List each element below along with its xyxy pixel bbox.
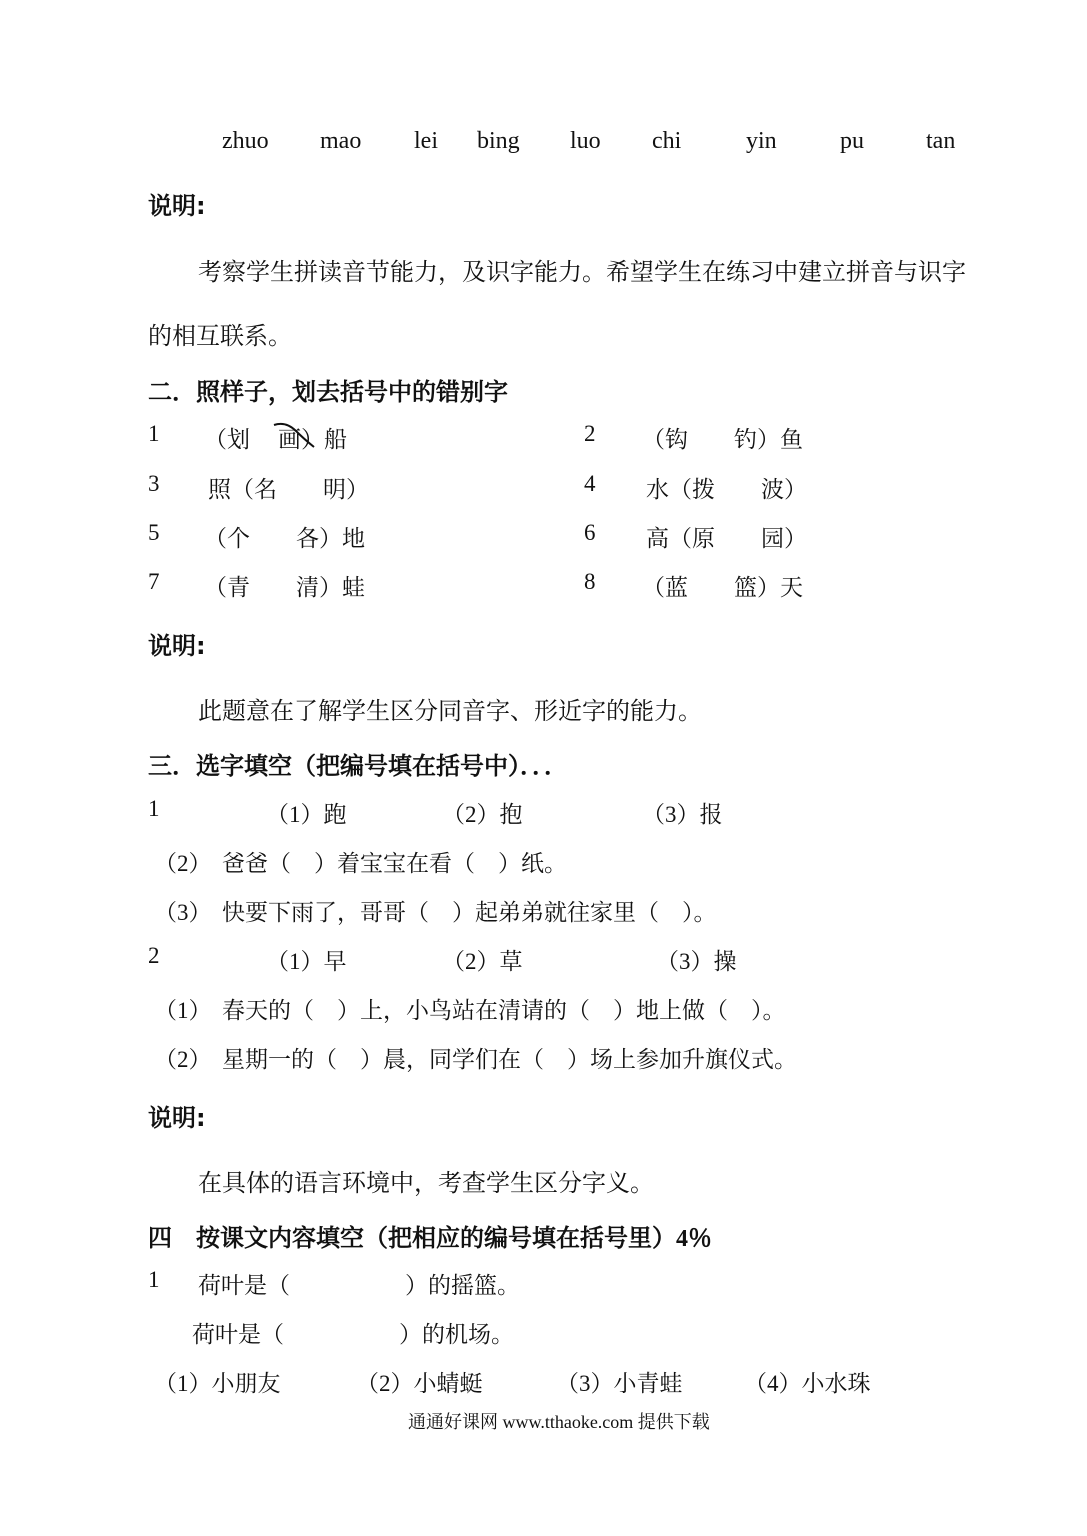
item-number: 7 (148, 569, 160, 594)
option: （3）操 (656, 949, 737, 974)
option: （4）小水珠 (744, 1371, 871, 1396)
sentence-text: 星期一的（ ）晨，同学们在（ ）场上参加升旗仪式。 (222, 1047, 797, 1072)
sentence-text: 春天的（ ）上，小鸟站在清请的（ ）地上做（ ）。 (222, 998, 786, 1023)
item-text: （青 清）蛙 (204, 575, 365, 600)
sentence-number: （1） (154, 998, 212, 1023)
item-number: 5 (148, 520, 160, 545)
note-text: 在具体的语言环境中，考查学生区分字义。 (198, 1169, 654, 1197)
fill-line: 荷叶是（ ）的摇篮。 (198, 1273, 520, 1298)
item-number: 3 (148, 471, 160, 496)
pinyin-syllable: chi (652, 128, 682, 154)
note-label: 说明: (148, 192, 206, 220)
item-number: 8 (584, 569, 596, 594)
struck-character: 画 (278, 421, 301, 454)
pinyin-syllable: zhuo (222, 128, 269, 154)
item-number: 1 (148, 421, 160, 446)
sentence-number: （3） (154, 900, 212, 925)
fill-line: 荷叶是（ ）的机场。 (192, 1322, 514, 1347)
item-number: 4 (584, 471, 596, 496)
pinyin-syllable: mao (320, 128, 362, 154)
section-heading: 三．选字填空（把编号填在括号中）．．． (148, 752, 568, 780)
pinyin-syllable: pu (840, 128, 864, 154)
item-number: 2 (148, 943, 160, 968)
item-number: 1 (148, 796, 160, 821)
page-footer: 通通好课网 www.tthaoke.com 提供下载 (408, 1412, 710, 1432)
pinyin-syllable: yin (746, 128, 777, 154)
pinyin-syllable: luo (570, 128, 601, 154)
item-number: 1 (148, 1267, 160, 1292)
item-text: （个 各）地 (204, 526, 365, 551)
note-label: 说明: (148, 1104, 206, 1132)
pinyin-syllable: tan (926, 128, 956, 154)
item-number: 2 (584, 421, 596, 446)
section-heading: 二．照样子，划去括号中的错别字 (148, 378, 508, 406)
sentence-number: （2） (154, 851, 212, 876)
sentence-number: （2） (154, 1047, 212, 1072)
item-number: 6 (584, 520, 596, 545)
pinyin-syllable: bing (477, 128, 520, 154)
option: （2）草 (442, 949, 523, 974)
item-text: 照（名 明） (208, 477, 369, 502)
sentence-text: 爸爸（ ）着宝宝在看（ ）纸。 (222, 851, 567, 876)
item-text: （钩 钓）鱼 (642, 427, 803, 452)
option: （2）抱 (442, 802, 523, 827)
example-item (204, 421, 347, 454)
example-before: （划 (204, 427, 250, 452)
option: （3）报 (642, 802, 723, 827)
option: （1）小朋友 (154, 1371, 281, 1396)
note-text: 的相互联系。 (148, 322, 292, 350)
item-text: 水（拨 波） (646, 477, 807, 502)
option: （2）小蜻蜓 (356, 1371, 483, 1396)
option: （3）小青蛙 (556, 1371, 683, 1396)
note-text: 此题意在了解学生区分同音字、形近字的能力。 (198, 697, 702, 725)
item-text: （蓝 篮）天 (642, 575, 803, 600)
section-heading: 四 按课文内容填空（把相应的编号填在括号里）4％ (148, 1226, 712, 1252)
sentence-text: 快要下雨了，哥哥（ ）起弟弟就往家里（ ）。 (222, 900, 717, 925)
pinyin-syllable: lei (414, 128, 438, 154)
note-text: 考察学生拼读音节能力，及识字能力。希望学生在练习中建立拼音与识字 (198, 258, 966, 286)
option: （1）早 (266, 949, 347, 974)
option: （1）跑 (266, 802, 347, 827)
item-text: 高（原 园） (646, 526, 807, 551)
note-label: 说明: (148, 632, 206, 660)
example-after: ）船 (301, 427, 347, 452)
strike-mark (272, 417, 316, 451)
